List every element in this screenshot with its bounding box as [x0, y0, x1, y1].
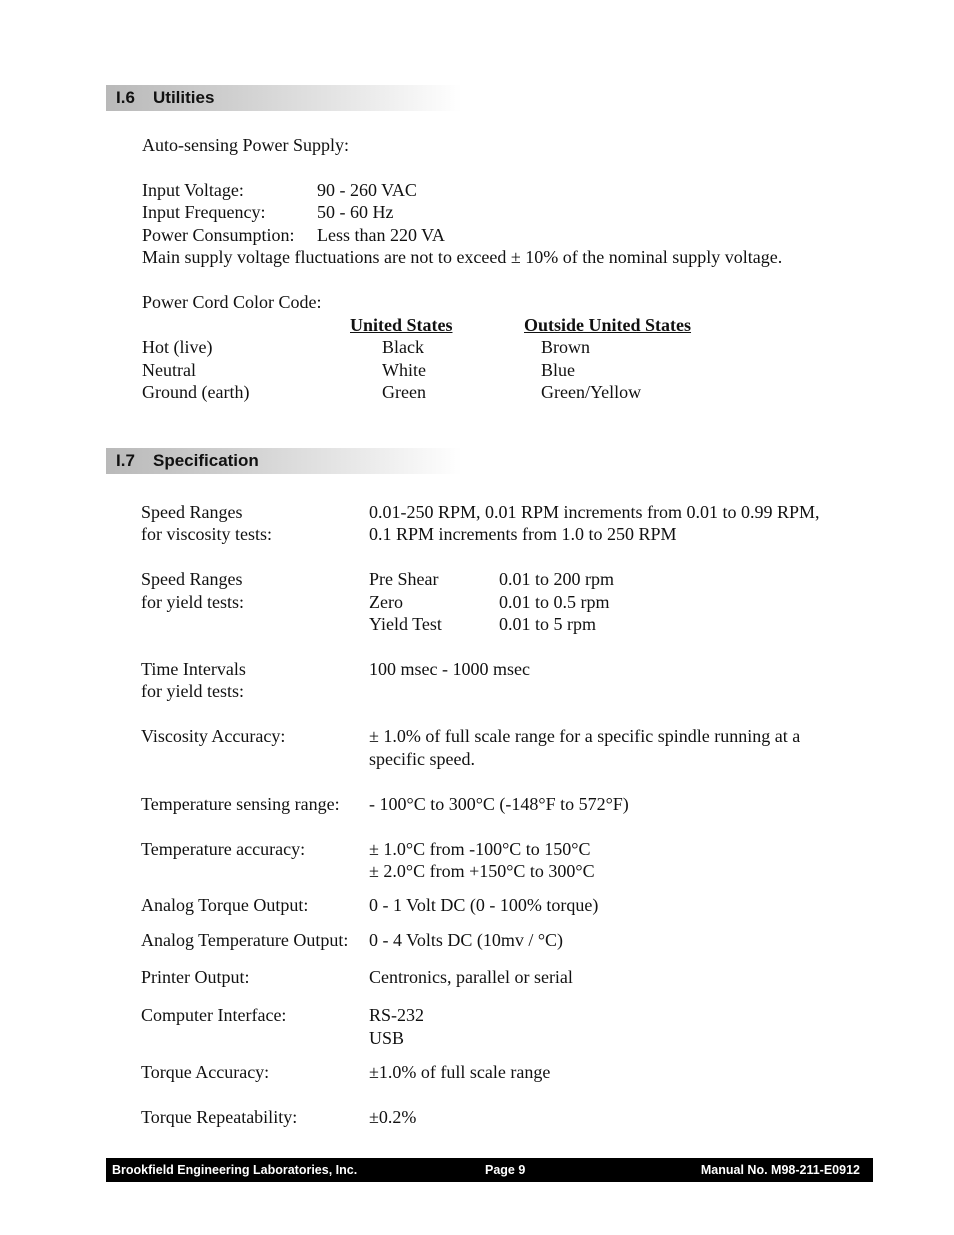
analog-temp-label: Analog Temperature Output:: [141, 930, 349, 950]
cord-row-outside: Brown: [541, 337, 590, 357]
speed-yield-label-2: for yield tests:: [141, 592, 244, 612]
time-intervals-label-2: for yield tests:: [141, 681, 244, 701]
temp-accuracy-value: ± 1.0°C from -100°C to 150°C: [369, 839, 591, 859]
cord-header-us: United States: [350, 315, 453, 335]
yield-mode: Zero: [369, 592, 403, 612]
speed-yield-label: Speed Ranges: [141, 569, 243, 589]
temp-range-value: - 100°C to 300°C (-148°F to 572°F): [369, 794, 629, 814]
analog-temp-value: 0 - 4 Volts DC (10mv / °C): [369, 930, 564, 950]
time-intervals-label: Time Intervals: [141, 659, 246, 679]
viscosity-accuracy-value-2: specific speed.: [369, 749, 475, 769]
computer-interface-label: Computer Interface:: [141, 1005, 287, 1025]
speed-viscosity-label-2: for viscosity tests:: [141, 524, 272, 544]
footer-company: Brookfield Engineering Laboratories, Inc.: [112, 1163, 358, 1177]
computer-interface-value-2: USB: [369, 1028, 405, 1048]
yield-mode: Yield Test: [369, 614, 442, 634]
section-number: I.7: [116, 451, 135, 470]
cord-row-us: Black: [382, 337, 424, 357]
cord-row-us: Green: [382, 382, 426, 402]
temp-accuracy-label: Temperature accuracy:: [141, 839, 306, 859]
viscosity-accuracy-value: ± 1.0% of full scale range for a specific spindle running at a: [369, 726, 801, 746]
analog-torque-label: Analog Torque Output:: [141, 895, 309, 915]
cord-row-label: Hot (live): [142, 337, 213, 357]
cord-row-outside: Green/Yellow: [541, 382, 642, 402]
torque-accuracy-value: ±1.0% of full scale range: [369, 1062, 551, 1082]
section-number: I.6: [116, 88, 135, 107]
yield-range: 0.01 to 0.5 rpm: [499, 592, 610, 612]
input-frequency-label: Input Frequency:: [142, 202, 266, 222]
page-footer: [106, 1158, 873, 1182]
cord-row-outside: Blue: [541, 360, 575, 380]
input-voltage-value: 90 - 260 VAC: [317, 180, 417, 200]
viscosity-accuracy-label: Viscosity Accuracy:: [141, 726, 286, 746]
yield-range: 0.01 to 200 rpm: [499, 569, 614, 589]
power-consumption-label: Power Consumption:: [142, 225, 295, 245]
torque-repeatability-value: ±0.2%: [369, 1107, 417, 1127]
printer-output-value: Centronics, parallel or serial: [369, 967, 573, 987]
input-voltage-label: Input Voltage:: [142, 180, 244, 200]
section-title: Specification: [153, 451, 259, 470]
cord-header-outside: Outside United States: [524, 315, 692, 335]
printer-output-label: Printer Output:: [141, 967, 250, 987]
cord-row-us: White: [382, 360, 426, 380]
analog-torque-value: 0 - 1 Volt DC (0 - 100% torque): [369, 895, 599, 915]
cord-row-label: Neutral: [142, 360, 196, 380]
section-heading-specification: [106, 448, 462, 474]
power-supply-intro: Auto-sensing Power Supply:: [142, 135, 349, 155]
torque-repeatability-label: Torque Repeatability:: [141, 1107, 298, 1127]
section-title: Utilities: [153, 88, 215, 107]
speed-viscosity-label: Speed Ranges: [141, 502, 243, 522]
power-consumption-value: Less than 220 VA: [317, 225, 445, 245]
speed-viscosity-value-2: 0.1 RPM increments from 1.0 to 250 RPM: [369, 524, 677, 544]
power-cord-title: Power Cord Color Code:: [142, 292, 322, 312]
torque-accuracy-label: Torque Accuracy:: [141, 1062, 270, 1082]
input-frequency-value: 50 - 60 Hz: [317, 202, 394, 222]
yield-mode: Pre Shear: [369, 569, 439, 589]
cord-row-label: Ground (earth): [142, 382, 250, 402]
section-heading-utilities: [106, 85, 462, 111]
time-intervals-value: 100 msec - 1000 msec: [369, 659, 530, 679]
temp-range-label: Temperature sensing range:: [141, 794, 340, 814]
computer-interface-value: RS-232: [369, 1005, 425, 1025]
footer-page-number: Page 9: [485, 1163, 526, 1177]
yield-range: 0.01 to 5 rpm: [499, 614, 596, 634]
speed-viscosity-value: 0.01-250 RPM, 0.01 RPM increments from 0.01 to 0.99 RPM,: [369, 502, 820, 522]
temp-accuracy-value-2: ± 2.0°C from +150°C to 300°C: [369, 861, 595, 881]
footer-manual-number: Manual No. M98-211-E0912: [700, 1163, 860, 1177]
supply-voltage-note: Main supply voltage fluctuations are not to exceed ± 10% of the nominal supply voltage.: [142, 247, 783, 267]
